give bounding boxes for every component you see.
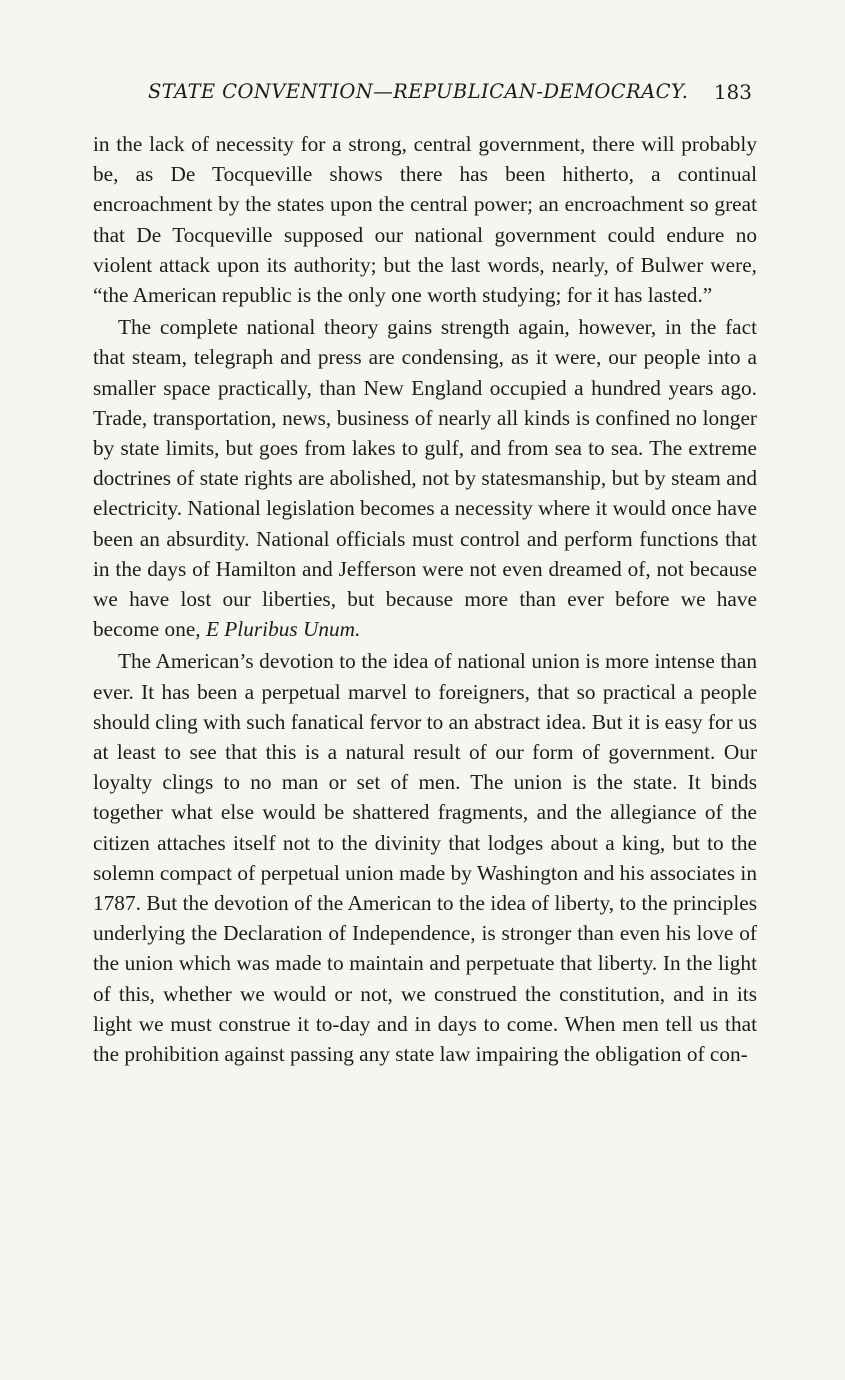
body-text <box>93 129 757 1069</box>
page-number: 183 <box>713 80 752 104</box>
paragraph-1: in the lack of necessity for a strong, central government, there will probably be, as De Tocqueville shows there has been hitherto, a continual encroachment by the states upon the central power; an encroachment so great that De Tocqueville supposed our national government could endure no violent attack upon its authority; but the last words, nearly, of Bulwer were, “the American republic is the only one worth studying; for it has lasted.” <box>93 132 757 308</box>
paragraph-2 <box>93 312 757 644</box>
paragraph-2-text: The complete national theory gains strength again, however, in the fact that steam, telegraph and press are condensing, as it were, our people into a smaller space practically, than New England occupied a hundred years ago. Trade, transportation, news, business of nearly all kinds is confined no longer by state limits, but goes from lakes to gulf, and from sea to sea. The extreme doctrines of state rights are abolished, not by statesmanship, but by steam and electricity. National legislation becomes a necessity where it would once have been an absurdity. National officials must control and perform functions that in the days of Hamilton and Jefferson were not even dreamed of, not because we have lost our liberties, but because more than ever before we have become one, <box>93 315 757 642</box>
running-title: STATE CONVENTION—REPUBLICAN-DEMOCRACY. <box>148 80 689 103</box>
paragraph-3: The American’s devotion to the idea of national union is more intense than ever. It has been a perpetual marvel to foreigners, that so practical a people should cling with such fanatical fervor to an abstract idea. But it is easy for us at least to see that this is a natural result of our form of government. Our loyalty clings to no man or set of men. The union is the state. It binds together what else would be shattered fragments, and the allegiance of the citizen attaches itself not to the divinity that lodges about a king, but to the solemn compact of perpetual union made by Washington and his associates in 1787. But the devotion of the American to the idea of liberty, to the principles underlying the Declaration of Independence, is stronger than even his love of the union which was made to maintain and perpetuate that liberty. In the light of this, whether we would or not, we construed the constitution, and in its light we must construe it to-day and in days to come. When men tell us that the prohibition against passing any state law impairing the obligation of con- <box>93 649 757 1067</box>
running-head <box>140 76 760 110</box>
paragraph-2-motto: E Pluribus Unum. <box>205 617 361 642</box>
